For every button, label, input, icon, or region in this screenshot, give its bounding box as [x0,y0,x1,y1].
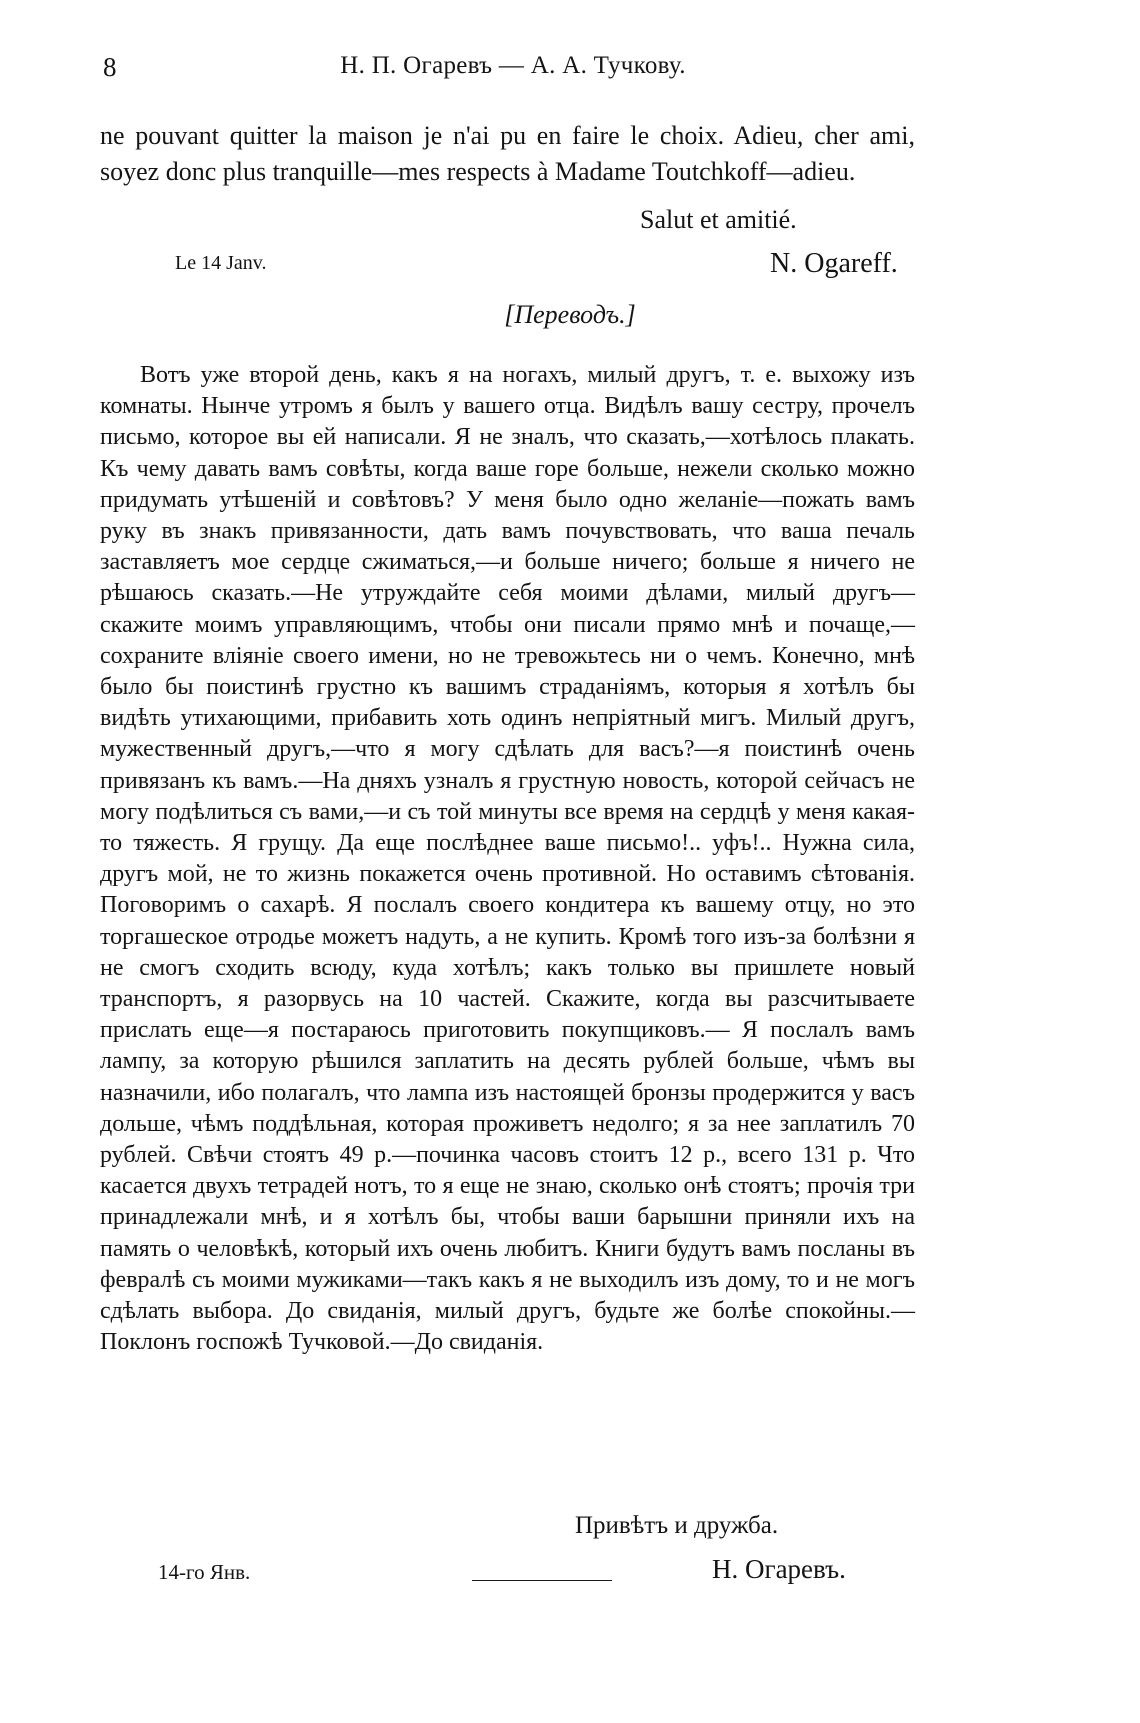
french-date: Le 14 Janv. [175,252,267,274]
page-number: 8 [103,52,117,82]
translation-signature: Н. Огаревъ. [712,1554,846,1584]
french-paragraph: ne pouvant quitter la maison je n'ai pu en faire le choix. Adieu, cher ami, soyez donc plus tranquille—mes respects à Madame Toutchkoff—adieu. [100,121,915,186]
running-head [103,50,923,90]
translation-date: 14-го Янв. [158,1560,251,1584]
translation-body [100,360,915,1359]
translation-closing: Привѣтъ и дружба. [575,1512,779,1539]
end-divider [472,1580,612,1581]
french-letter-body [100,118,915,190]
translation-paragraph: Вотъ уже второй день, какъ я на ногахъ, милый другъ, т. е. выхожу изъ комнаты. Нынче утромъ я былъ у вашего отца. Видѣлъ вашу сестру, прочелъ письмо, которое вы ей написали. Я не зналъ, что сказать,—хотѣлось плакать. Къ чему давать вамъ совѣты, когда ваше горе больше, нежели сколько можно придумать утѣшеній и совѣтовъ? У меня было одно желаніе—пожать вамъ руку въ знакъ привязанности, дать вамъ почувствовать, что ваша печаль заставляетъ мое сердце сжиматься,—и больше ничего; больше я ничего не рѣшаюсь сказать.—Не утруждайте себя моими дѣлами, милый другъ—скажите моимъ управляющимъ, чтобы они писали прямо мнѣ и почаще,—сохраните вліяніе своего имени, но не тревожьтесь ни о чемъ. Конечно, мнѣ было бы поистинѣ грустно къ вашимъ страданіямъ, которыя я хотѣлъ бы видѣть утихающими, прибавить хоть одинъ непріятный мигъ. Милый другъ, мужественный другъ,—что я могу сдѣлать для васъ?—я поистинѣ очень привязанъ къ вамъ.—На дняхъ узналъ я грустную новость, которой сейчасъ не могу подѣлиться съ вами,—и съ той минуты все время на сердцѣ у меня какая-то тяжесть. Я грущу. Да еще послѣднее ваше письмо!.. уфъ!.. Нужна сила, другъ мой, не то жизнь покажется очень противной. Но оставимъ сѣтованія. Поговоримъ о сахарѣ. Я послалъ своего кондитера къ вашему отцу, но это торгашеское отродье можетъ надуть, а не купить. Кромѣ того изъ-за болѣзни я не смогъ сходить всюду, куда хотѣлъ; какъ только вы пришлете новый транспортъ, я разорвусь на 10 частей. Скажите, когда вы разсчитываете прислать еще—я постараюсь приготовить покупщиковъ.— Я послалъ вамъ лампу, за которую рѣшился заплатить на десять рублей больше, чѣмъ вы назначили, ибо полагалъ, что лампа изъ настоящей бронзы продержится у васъ дольше, чѣмъ поддѣльная, которая проживетъ недолго; я за нее заплатилъ 70 рублей. Свѣчи стоятъ 49 р.—починка часовъ стоитъ 12 р., всего 131 р. Что касается двухъ тетрадей нотъ, то я еще не знаю, сколько онѣ стоятъ; прочія три принадлежали мнѣ, и я хотѣлъ бы, чтобы ваши барышни приняли ихъ на память о человѣкѣ, который ихъ очень любитъ. Книги будутъ вамъ посланы въ февралѣ съ моими мужиками—такъ какъ я не выходилъ изъ дому, то и не могъ сдѣлать выбора. До свиданія, милый другъ, будьте же болѣе спокойны.—Поклонъ госпожѣ Тучковой.—До свиданія. [100,362,915,1356]
french-closing: Salut et amitié. [640,205,797,234]
french-signature: N. Ogareff. [770,248,898,279]
translation-heading: [Переводъ.] [504,300,636,329]
header-title: Н. П. Огаревъ — А. А. Тучкову. [340,52,686,79]
